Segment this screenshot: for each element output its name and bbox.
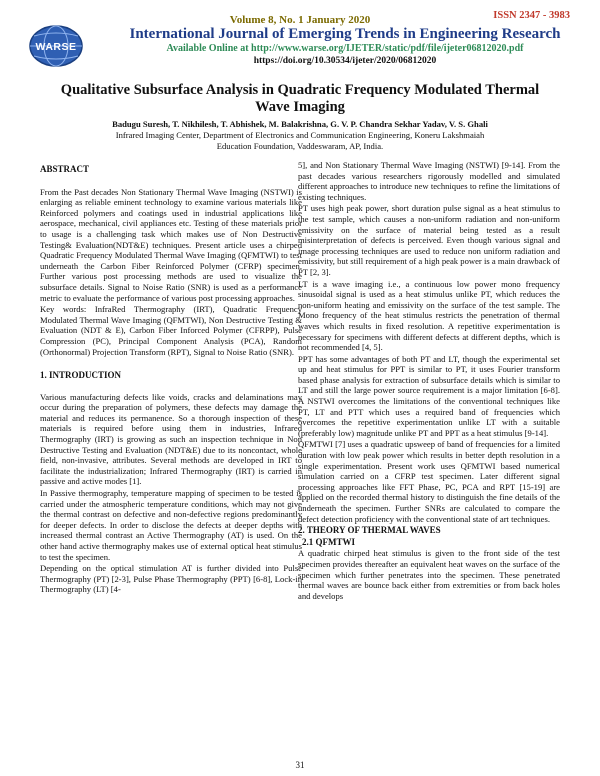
paper-title: Qualitative Subsurface Analysis in Quadratic Frequency Modulated Thermal Wave Imaging [60, 82, 540, 115]
issn-label: ISSN 2347 - 3983 [493, 10, 570, 21]
available-online-link[interactable]: Available Online at http://www.warse.org/IJETER/static/pdf/file/ijeter06812020.pdf [166, 43, 524, 54]
affiliation [40, 130, 560, 152]
affiliation-line-1: Infrared Imaging Center, Department of Electronics and Communication Engineering, Koneru Lakshmaiah [115, 130, 485, 140]
abstract-heading: ABSTRACT [40, 164, 90, 174]
right-paragraph-4: PPT has some advantages of both PT and LT, though the experimental set up and heat stimulus for PPT is similar to PT, it uses Fourier transform based phase analysis for extraction of subsurface details which is similar to LT and still the large power source requirement is a major limitation [6-8]. A NSTWI overcomes the limitations of the conventional techniques like PT, LT and PTT which uses a required band of frequencies which overcomes the repetitive experimentation unlike LT with a suitable (preferably low) magnitude unlike PT and PPT as a heat stimulus [9-14]. [298, 353, 560, 438]
left-column [40, 160, 302, 596]
right-paragraph-2: PT uses high peak power, short duration pulse signal as a heat stimulus to the test sample, which causes a non-uniform radiation and non-uniform emissivity on the surface of material being tested as a result misinterpretation of defects is perceived. Even though various signal and image processing techniques are used to reduce non uniform radiation and emissivity, but still requirement of a high peak power is a main drawback of PT [2, 3]. [298, 203, 560, 277]
affiliation-line-2: Education Foundation, Vaddeswaram, AP, India. [216, 141, 384, 151]
volume-label: Volume 8, No. 1 January 2020 [229, 14, 371, 26]
page-number: 31 [295, 760, 305, 770]
author-list: Badugu Suresh, T. Nikhilesh, T. Abhishek, M. Balakrishna, G. V. P. Chandra Sekhar Yadav, V. S. Ghali [112, 119, 488, 129]
logo-text: WARSE [35, 41, 77, 53]
intro-paragraph-2: In Passive thermography, temperature mapping of specimen to be tested is carried under the atmospheric temperature conditions, which may not give the thermal contrast on defective and non-defective regions predominantly for deeper defects. In order to disclose the defects at deeper depths with increased thermal contrast an Active Thermography (AT) is used. On the other hand active thermography makes use of external optical heat stimulus to test the specimen. [40, 488, 302, 562]
intro-paragraph-3: Depending on the optical stimulation AT is further divided into Pulse Thermography (PT) [2-3], Pulse Phase Thermography (PPT) [6-8], Lock-in Thermography (LT) [4- [40, 563, 302, 595]
intro-paragraph-1: Various manufacturing defects like voids, cracks and delaminations may occur during the preparation of polymers, these defects may damage the material and reduces its permanence. So a thorough inspection of these materials is required before using them in industries, Infrared Thermography (IRT) is growing as such an inspection technique in Non Destructive Testing and Evaluation (NDT&E) due to its noncontact, whole field, non-invasive, attributes. Several methods are developed in IRT to facilitate the industrialization; Infrared Thermography (IRT) is carried in passive and active modes [1]. [40, 391, 302, 487]
journal-title: International Journal of Emerging Trends in Engineering Research [129, 26, 561, 42]
right-paragraph-6: A quadratic chirped heat stimulus is given to the front side of the test specimen provides thereafter an equivalent heat waves on the surface of the specimen which further penetrates into the specimen. These penetrated thermal waves are bounce back either from extremities or from back holes and develops [298, 548, 560, 601]
right-paragraph-1: 5], and Non Stationary Thermal Wave Imaging (NSTWI) [9-14]. From the past decades various researchers rigorously modelled and simulated different approaches to introduce new techniques to refine the limitations of existing techniques. [298, 160, 560, 202]
introduction-heading: 1. INTRODUCTION [40, 370, 122, 381]
warse-logo [28, 24, 84, 68]
section-2-heading: 2. THEORY OF THERMAL WAVES [298, 525, 441, 536]
doi-link[interactable]: https://doi.org/10.30534/ijeter/2020/06812020 [253, 56, 437, 66]
right-paragraph-5: QFMTWI [7] uses a quadratic upsweep of band of frequencies for a limited duration with low peak power which results in better depth resolution in a single experimentation. Present work uses QFMTWI based numerical simulation carried on a CFRP test specimen. Later different signal processing approaches like FFT Phase, PC, PCA and RPT [15-19] are applied on the recorded thermal history to distinguish the fine details of the underneath the specimen. Further SNRs are calculated to compare the defect detection proficiency with the conventional state of art techniques. [298, 439, 560, 524]
right-column [298, 160, 560, 602]
abstract-text: From the Past decades Non Stationary Thermal Wave Imaging (NSTWI) is enlarging as reliable eminent technology to examine various materials like Reinforced polymers and coatings used in industrial applications like aerospace, mechanical, civil appliances etc. Testing of these materials prior to usage is a challenging task which makes use of Non Destructive Testing& Evaluation(NDT&E) techniques. Present article uses a chirped Quadratic Frequency Modulated Thermal Wave Imaging (QFMTWI) to test underneath the Carbon Fiber Reinforced Polymer (CFRP) specimen. Further various post processing methods are used to visualize the subsurface details. Signal to Noise Ratio (SNR) is used as a performance metric to evaluate the performance of various post processing approaches. [40, 186, 302, 303]
right-paragraph-3: LT is a wave imaging i.e., a continuous low power mono frequency sinusoidal signal is used as a heat stimulus unlike PT, which reduces the non-uniform heating and emissivity on the surface of the test sample. The Mono frequency of the heat stimulus restricts the penetration of thermal waves which results in fixed resolution. A repetitive experimentation is necessary for specimens with different defects at different depths, which is not recommended [4, 5]. [298, 278, 560, 353]
keywords-text: Key words: InfraRed Thermography (IRT), Quadratic Frequency Modulated Thermal Wave Imaging (QFMTWI), Non Destructive Testing & Evaluation (NDT & E), Carbon Fiber Inforced Polymer (CFRPP), Pulse Compression (PC), Principal Component Analysis (PCA), Random (Orthonormal) Projection Transform (RPT), Signal to Noise Ratio (SNR). [40, 304, 302, 357]
section-2-1-heading: 2.1 QFMTWI [302, 536, 355, 547]
